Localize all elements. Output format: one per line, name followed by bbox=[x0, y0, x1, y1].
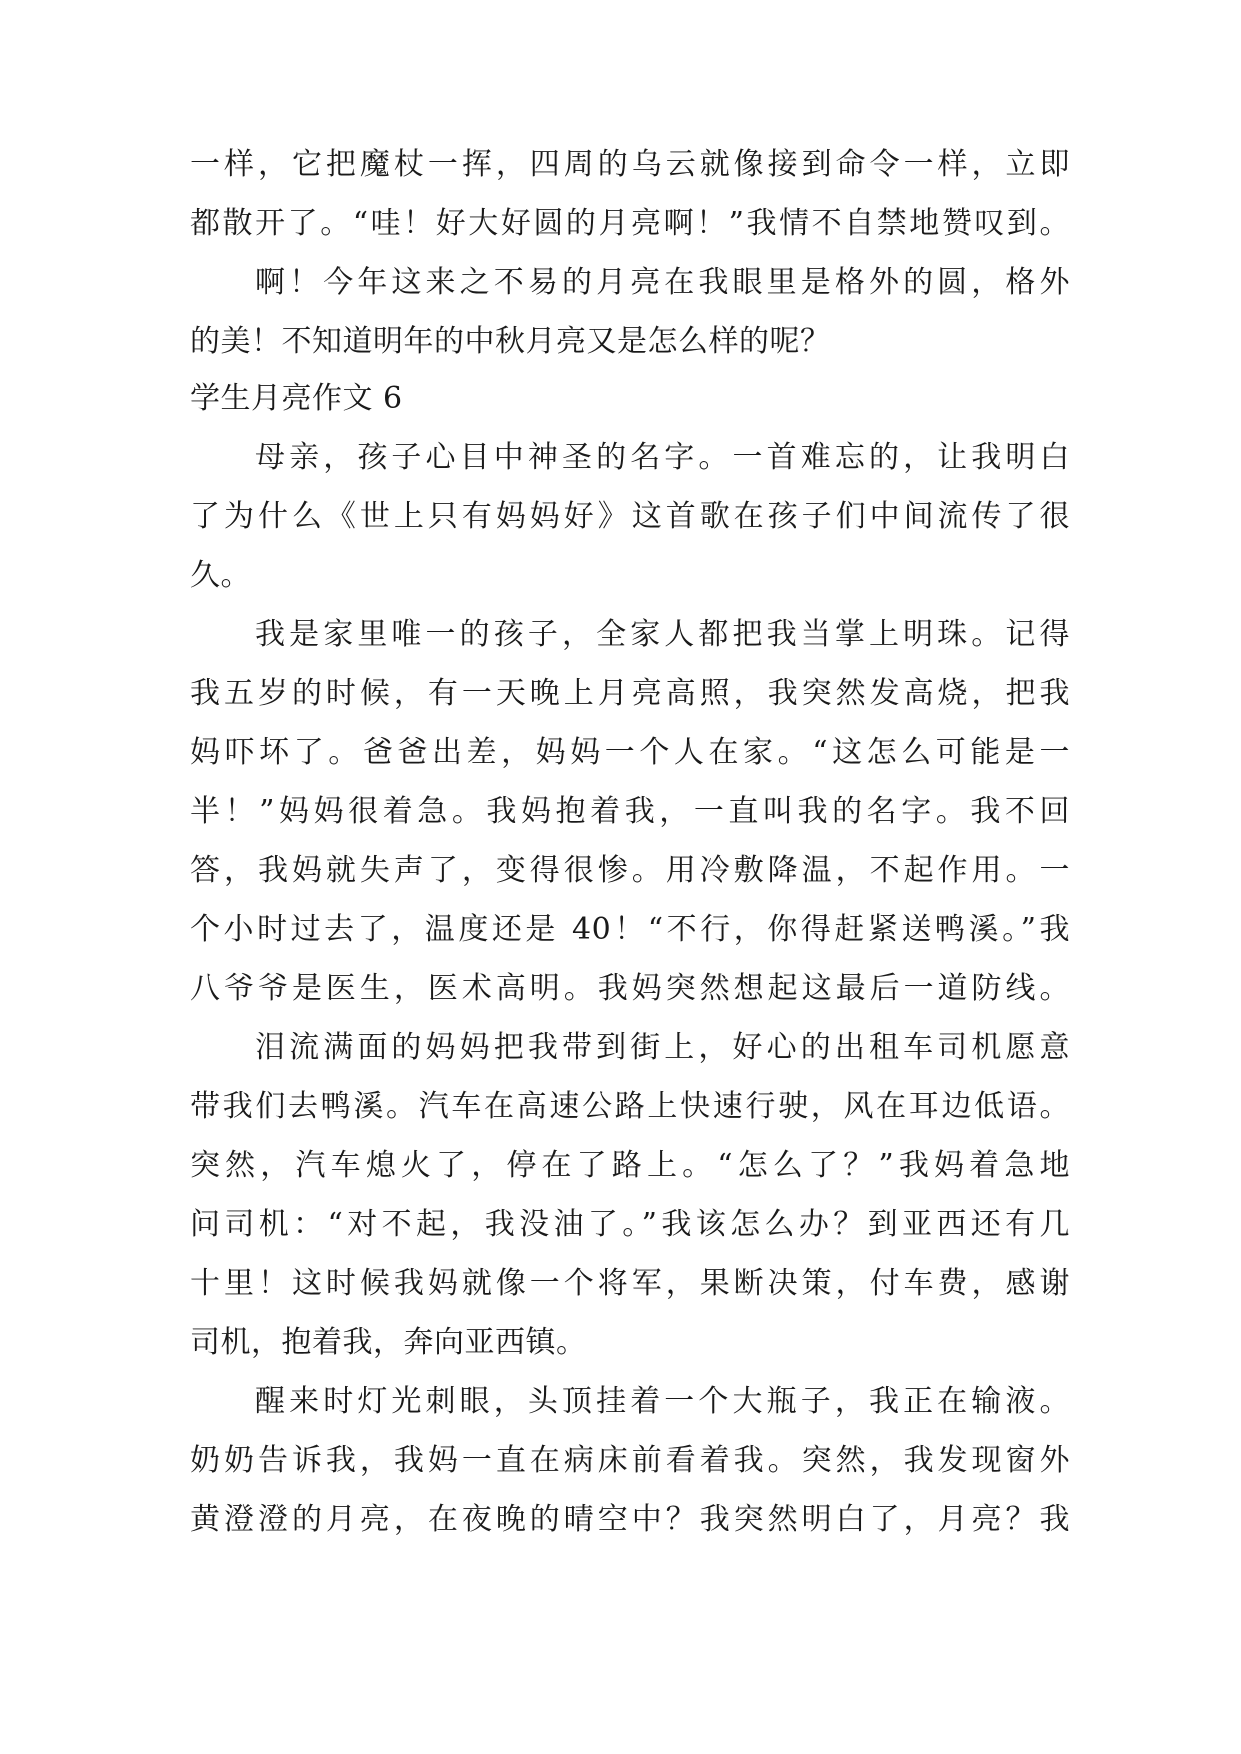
paragraph-first-line: 啊！今年这来之不易的月亮在我眼里是格外的圆，格外 bbox=[255, 265, 1070, 300]
text-line: 妈吓坏了。爸爸出差，妈妈一个人在家。“这怎么可能是一 bbox=[190, 735, 1070, 770]
text-line: 奶奶告诉我，我妈一直在病床前看着我。突然，我发现窗外 bbox=[190, 1443, 1070, 1478]
text-line: 答，我妈就失声了，变得很惨。用冷敷降温，不起作用。一 bbox=[190, 853, 1070, 888]
text-line: 黄澄澄的月亮，在夜晚的晴空中？我突然明白了，月亮？我 bbox=[190, 1502, 1070, 1537]
text-line: 了为什么《世上只有妈妈好》这首歌在孩子们中间流传了很 bbox=[190, 499, 1070, 534]
paragraph-last-line: 久。 bbox=[190, 558, 251, 593]
text-line: 突然，汽车熄火了，停在了路上。“怎么了？”我妈着急地 bbox=[190, 1148, 1070, 1183]
paragraph-last-line: 司机，抱着我，奔向亚西镇。 bbox=[190, 1325, 587, 1360]
text-line: 半！”妈妈很着急。我妈抱着我，一直叫我的名字。我不回 bbox=[190, 794, 1070, 829]
text-line: 带我们去鸭溪。汽车在高速公路上快速行驶，风在耳边低语。 bbox=[190, 1089, 1070, 1124]
text-line: 问司机：“对不起，我没油了。”我该怎么办？到亚西还有几 bbox=[190, 1207, 1070, 1242]
paragraph-first-line: 醒来时灯光刺眼，头顶挂着一个大瓶子，我正在输液。 bbox=[255, 1384, 1070, 1419]
text-line: 我五岁的时候，有一天晚上月亮高照，我突然发高烧，把我 bbox=[190, 676, 1070, 711]
text-line: 十里！这时候我妈就像一个将军，果断决策，付车费，感谢 bbox=[190, 1266, 1070, 1301]
text-line: 八爷爷是医生，医术高明。我妈突然想起这最后一道防线。 bbox=[190, 971, 1070, 1006]
paragraph-last-line: 的美！不知道明年的中秋月亮又是怎么样的呢？ bbox=[190, 324, 831, 359]
paragraph-first-line: 母亲，孩子心目中神圣的名字。一首难忘的，让我明白 bbox=[255, 440, 1070, 475]
text-line: 一样，它把魔杖一挥，四周的乌云就像接到命令一样，立即 bbox=[190, 147, 1070, 182]
paragraph-first-line: 我是家里唯一的孩子，全家人都把我当掌上明珠。记得 bbox=[255, 617, 1070, 652]
text-line: 都散开了。“哇！好大好圆的月亮啊！”我情不自禁地赞叹到。 bbox=[190, 206, 1070, 241]
section-heading: 学生月亮作文 6 bbox=[190, 381, 403, 416]
text-line: 个小时过去了，温度还是 40！“不行，你得赶紧送鸭溪。”我 bbox=[190, 912, 1070, 947]
paragraph-first-line: 泪流满面的妈妈把我带到街上，好心的出租车司机愿意 bbox=[255, 1030, 1070, 1065]
